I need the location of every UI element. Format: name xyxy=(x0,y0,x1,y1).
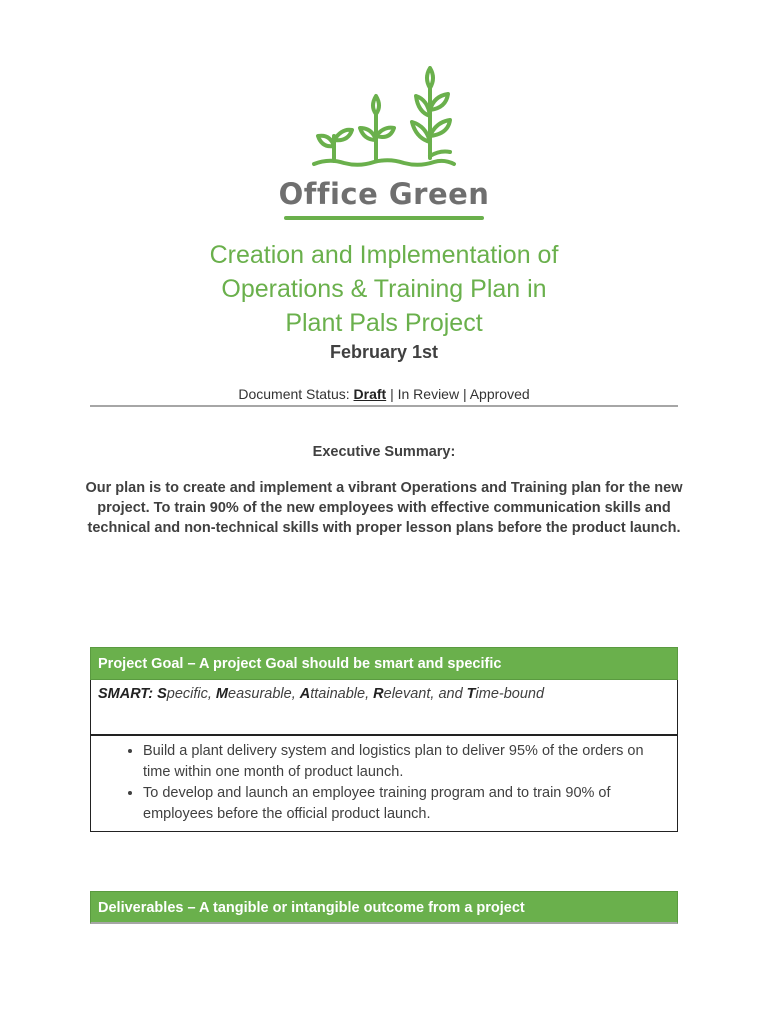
document-title xyxy=(0,238,768,340)
smart-initial-a: A xyxy=(299,686,311,702)
executive-summary-body: Our plan is to create and implement a vibrant Operations and Training plan for the new project. To train 90% of the new employees with effective communication skills and technical and non-technical skills with proper lesson plans before the product launch. xyxy=(85,480,683,536)
smart-row xyxy=(90,680,678,735)
smart-word-t: ime-bound xyxy=(475,686,545,702)
deliverables-header: Deliverables – A tangible or intangible outcome from a project xyxy=(90,891,678,924)
smart-word-r: elevant, and xyxy=(383,686,467,702)
title-line-1: Creation and Implementation of xyxy=(209,241,559,269)
executive-summary-heading: Executive Summary: xyxy=(312,444,456,460)
goals-list-row xyxy=(90,735,678,832)
smart-initial-t: T xyxy=(466,686,476,702)
goals-list xyxy=(91,741,665,825)
smart-word-s: pecific, xyxy=(166,686,216,702)
project-goal-header: Project Goal – A project Goal should be smart and specific xyxy=(90,647,678,680)
smart-initial-r: R xyxy=(373,686,384,702)
status-draft: Draft xyxy=(353,386,387,402)
smart-word-m: easurable, xyxy=(228,686,300,702)
smart-label: SMART: xyxy=(98,686,154,702)
title-line-3: Plant Pals Project xyxy=(285,309,483,337)
title-line-2: Operations & Training Plan in xyxy=(221,275,547,303)
logo xyxy=(0,66,768,220)
sprouting-plants-icon xyxy=(284,66,484,174)
document-status xyxy=(0,386,768,402)
smart-initial-s: S xyxy=(157,686,167,702)
brand-underline xyxy=(284,216,484,220)
goal-item-1: • Build a plant delivery system and logistics plan to deliver 95% of the orders on time within one month of product launch. xyxy=(143,741,665,783)
status-other-options: | In Review | Approved xyxy=(386,386,530,402)
horizontal-divider xyxy=(90,405,678,407)
deliverables-table xyxy=(90,891,678,924)
document-date: February 1st xyxy=(329,342,439,362)
goal-item-2: • To develop and launch an employee training program and to train 90% of employees before the official product launch. xyxy=(143,783,665,825)
status-label: Document Status: xyxy=(238,386,350,402)
smart-word-a: ttainable, xyxy=(310,686,374,702)
project-goal-table xyxy=(90,647,678,832)
smart-initial-m: M xyxy=(215,686,229,702)
brand-name: Office Green xyxy=(278,177,490,211)
